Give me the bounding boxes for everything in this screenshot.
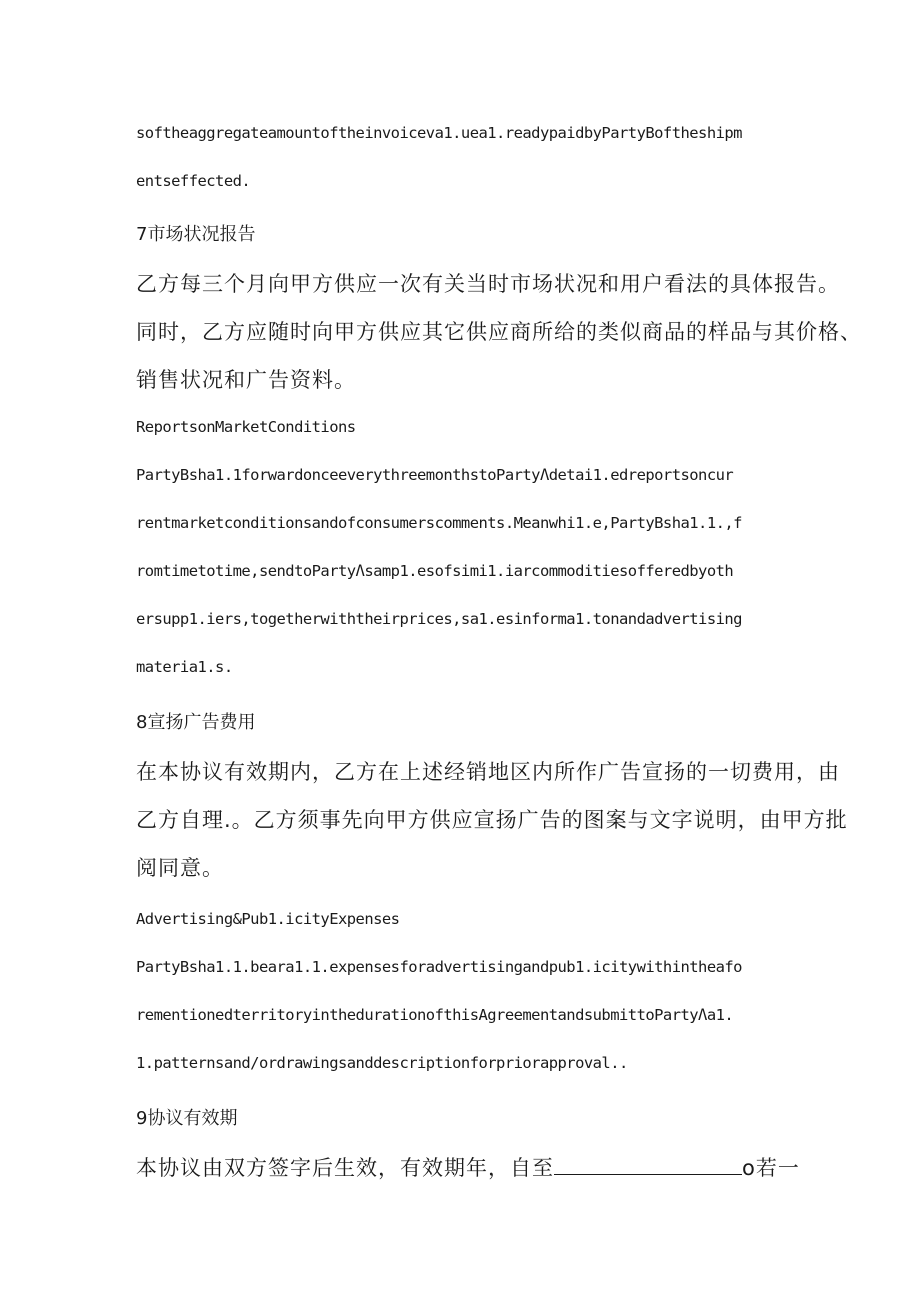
section7-zh-line-1: 乙方每三个月向甲方供应一次有关当时市场状况和用户看法的具体报告。 <box>136 272 840 296</box>
section8-zh-line-2: 乙方自理.。乙方须事先向甲方供应宣扬广告的图案与文字说明，由甲方批 <box>136 808 848 832</box>
section7-en-line-4: ersupp1.iers,togetherwiththeirprices,sa1.esinforma1.tonandadvertising <box>136 610 742 628</box>
section7-zh-line-3: 销售状况和广告资料。 <box>136 368 356 392</box>
section9-zh-line-1 <box>136 1152 800 1182</box>
section7-en-line-5: materia1.s. <box>136 658 233 676</box>
section7-en-line-3: romtimetotime,sendtoPartyΛsamp1.esofsimi1.iarcommoditiesofferedbyoth <box>136 562 734 580</box>
section9-zh-text-before-blank: 本协议由双方签字后生效，有效期年，自至 <box>136 1156 554 1180</box>
section6-continuation-line-2: entseffected. <box>136 172 251 190</box>
section7-zh-line-2: 同时，乙方应随时向甲方供应其它供应商所给的类似商品的样品与其价格、 <box>136 320 862 344</box>
section8-en-line-3: 1.patternsand/ordrawingsanddescriptionforpriorapproval.. <box>136 1054 628 1072</box>
section8-en-line-1: PartyBsha1.1.beara1.1.expensesforadvertisingandpub1.icitywithintheafo <box>136 958 742 976</box>
section9-heading: 9协议有效期 <box>136 1108 238 1129</box>
section8-zh-line-1: 在本协议有效期内，乙方在上述经销地区内所作广告宣扬的一切费用，由 <box>136 760 840 784</box>
section7-en-title: ReportsonMarketConditions <box>136 418 356 436</box>
section7-en-line-1: PartyBsha1.1forwardonceeverythreemonthstoPartyΛdetai1.edreportsoncur <box>136 466 734 484</box>
section8-zh-line-3: 阅同意。 <box>136 856 224 880</box>
section6-continuation-line-1: softheaggregateamountoftheinvoiceva1.uea1.readypaidbyPartyBoftheshipm <box>136 124 742 142</box>
fill-in-blank <box>554 1156 742 1175</box>
section7-heading: 7市场状况报告 <box>136 224 256 245</box>
section8-heading: 8宣扬广告费用 <box>136 712 256 733</box>
section7-en-line-2: rentmarketconditionsandofconsumerscomments.Meanwhi1.e,PartyBsha1.1.,f <box>136 514 742 532</box>
section9-zh-text-after-blank: o若一 <box>742 1156 800 1180</box>
section8-en-line-2: rementionedterritoryinthedurationofthisAgreementandsubmittoPartyΛa1. <box>136 1006 734 1024</box>
section8-en-title: Advertising&Pub1.icityExpenses <box>136 910 400 928</box>
